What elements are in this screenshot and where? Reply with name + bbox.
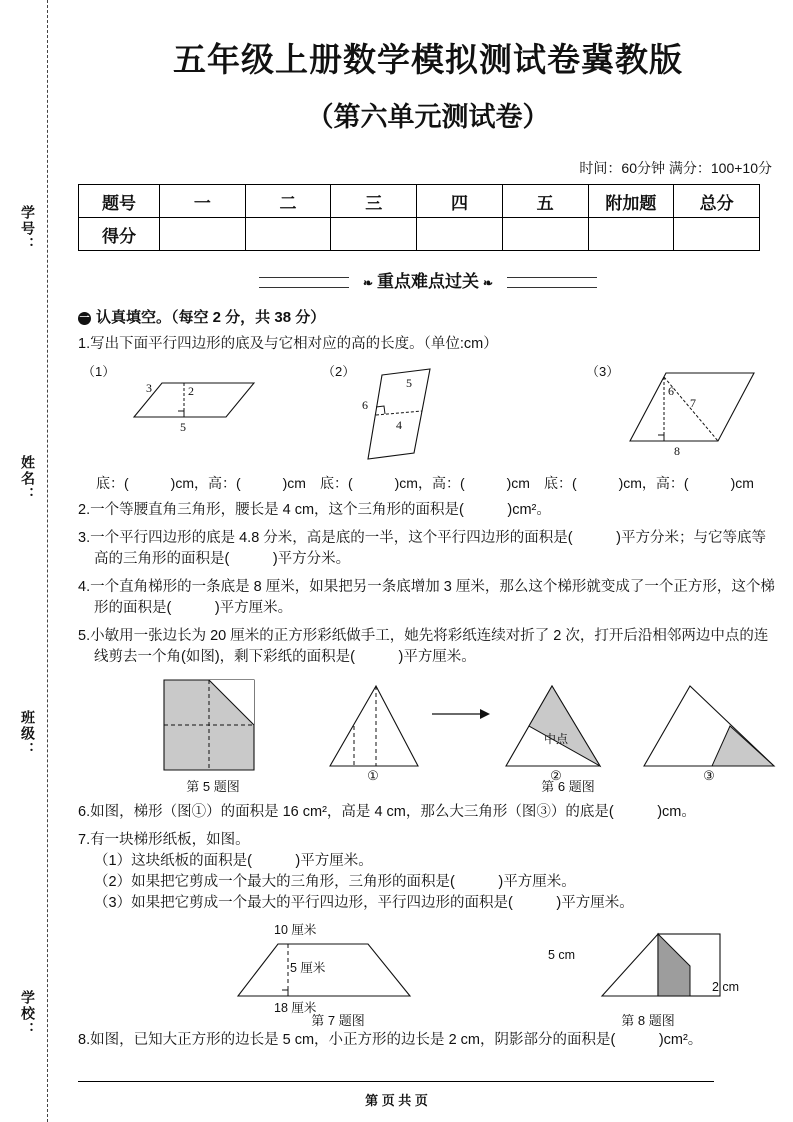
footer-text: 第 页 共 页 [365,1093,428,1108]
question-4 [78,577,778,619]
q7-text: 有一块梯形纸板，如图。 [90,832,250,848]
q8-figure [598,924,728,1008]
q6-circle-1-label: ① [367,768,379,783]
q1-fig3-num-7: 7 [690,396,696,410]
q1-fig2-num-6: 6 [362,398,368,412]
q5-q6-figures [78,674,778,792]
q1-fig3-num-6: 6 [668,384,674,398]
question-8 [78,1030,778,1051]
score-cell-6[interactable] [588,218,674,251]
part-marker-icon: 一 [79,313,90,324]
margin-label-class: 班级： [20,710,36,758]
arrow-right-icon [430,704,492,724]
q6-triangle-3 [634,674,784,774]
q1-parallelogram-3 [618,363,788,463]
q7-sub-2: （2）如果把它剪成一个最大的三角形，三角形的面积是( )平方厘米。 [94,874,576,890]
exam-info: 时间：60分钟 满分：100+10分 [579,160,772,176]
q8-left-label: 5 cm [548,948,576,962]
table-row [79,185,760,218]
q7-bottom-label: 18 厘米 [274,1001,317,1015]
footer-divider [78,1081,714,1082]
question-3 [78,528,778,570]
q8-text: 如图，已知大正方形的边长是 5 cm，小正方形的边长是 2 cm，阴影部分的面积是( )cm²。 [90,1032,703,1048]
q7-figure-caption: 第 7 题图 [311,1013,365,1028]
question-6 [78,802,778,823]
score-cell-4[interactable] [417,218,503,251]
page-content [78,0,778,1051]
q1-parallelogram-1 [124,367,274,447]
page-footer [0,1090,793,1109]
score-header-1: 一 [160,185,246,218]
q5-figure-caption: 第 5 题图 [186,779,240,794]
score-header-7: 总分 [674,185,760,218]
q5-text: 小敏用一张边长为 20 厘米的正方形彩纸做手工，她先将彩纸连续对折了 2 次，打开后沿相邻两边中点的连线剪去一个角(如图)，剩下彩纸的面积是( )平方厘米。 [90,628,769,665]
q2-text: 一个等腰直角三角形，腰长是 4 cm，这个三角形的面积是( )cm²。 [90,502,551,518]
score-cell-5[interactable] [502,218,588,251]
q8-figure-caption: 第 8 题图 [621,1013,675,1028]
score-cell-7[interactable] [674,218,760,251]
page-title: 五年级上册数学模拟测试卷冀教版 [173,41,683,78]
q1-text: 写出下面平行四边形的底及与它相对应的高的长度。（单位:cm） [90,336,498,352]
q1-fig-2 [322,361,355,381]
score-cell-2[interactable] [245,218,331,251]
q1-fig1-num-3: 3 [146,381,152,395]
q7-trapezoid [218,928,448,1008]
banner-left-rule-icon [259,277,349,288]
margin-dashed-line [47,0,48,1122]
q1-fig1-label: （1） [82,364,116,379]
q1-fig1-num-2: 2 [188,384,194,398]
q6-text: 如图，梯形（图①）的面积是 16 cm²，高是 4 cm，那么大三角形（图③）的底是( )cm。 [90,804,696,820]
q6-circle-2-label: ② [550,768,562,783]
part-one-title: 认真填空。（每空 2 分，共 38 分） [96,309,326,326]
margin-label-student-id: 学号： [20,205,36,253]
q7-num: 7. [78,832,91,848]
q3-text: 一个平行四边形的底是 4.8 分米，高是底的一半，这个平行四边形的面积是( )平方分米；与它等底等高的三角形的面积是( )平方分米。 [90,530,766,567]
q6-triangle-1 [318,674,428,774]
q1-num: 1. [78,336,91,352]
q5-num: 5. [78,628,91,644]
q6-figure-caption: 第 6 题图 [541,779,595,794]
question-2 [78,500,778,521]
q1-fig2-label: （2） [322,364,356,379]
section-banner-label: 重点难点过关 [377,272,479,291]
q5-square-figure [158,674,268,774]
q4-text: 一个直角梯形的一条底是 8 厘米，如果把另一条底增加 3 厘米，那么这个梯形就变成了一个正方形，这个梯形的面积是( )平方厘米。 [90,579,775,616]
q1-parallelogram-2 [362,361,512,471]
score-table [78,184,760,251]
q7-q8-figures [78,920,778,1028]
q1-fig2-num-4: 4 [396,418,402,432]
banner-diamond-left-icon: ❧ [362,276,373,290]
q1-fig-3 [586,361,619,381]
banner-diamond-right-icon: ❧ [483,276,494,290]
margin-label-name: 姓名： [20,455,36,503]
table-row [79,218,760,251]
page-subtitle: （第六单元测试卷） [306,102,550,132]
score-cell-1[interactable] [160,218,246,251]
score-header-0: 题号 [79,185,160,218]
q3-num: 3. [78,530,91,546]
q1-fig3-label: （3） [586,364,620,379]
q1-fig2-num-5: 5 [406,376,412,390]
q8-num: 8. [78,1032,91,1048]
score-cell-3[interactable] [331,218,417,251]
score-header-6: 附加题 [588,185,674,218]
q2-num: 2. [78,502,91,518]
q7-sub-3: （3）如果把它剪成一个最大的平行四边形，平行四边形的面积是( )平方厘米。 [94,895,634,911]
q4-num: 4. [78,579,91,595]
section-banner [78,267,778,292]
score-header-4: 四 [417,185,503,218]
q6-num: 6. [78,804,91,820]
score-label-points: 得分 [79,218,160,251]
score-header-2: 二 [245,185,331,218]
q7-sub-1: （1）这块纸板的面积是( )平方厘米。 [94,853,373,869]
q6-midpoint-label: 中点 [543,732,568,746]
q7-top-label: 10 厘米 [274,923,317,937]
question-7 [78,830,778,914]
q1-fig-1 [82,361,115,381]
q8-right-label: 2 cm [712,980,740,994]
q7-height-label: 5 厘米 [290,961,326,975]
q1-fig3-num-8: 8 [674,444,680,458]
q6-circle-3-label: ③ [703,768,715,783]
question-5 [78,626,778,668]
score-header-3: 三 [331,185,417,218]
banner-right-rule-icon [507,277,597,288]
margin-label-school: 学校： [20,990,36,1038]
part-one-heading [78,306,778,327]
q1-figures [78,359,778,479]
q1-fig1-num-5: 5 [180,420,186,434]
q1-answer-line[interactable]: 底：( )cm，高：( )cm 底：( )cm，高：( )cm 底：( )cm，高：( )cm [96,475,754,491]
question-1 [78,334,778,355]
score-header-5: 五 [502,185,588,218]
q6-triangle-2 [496,674,616,774]
